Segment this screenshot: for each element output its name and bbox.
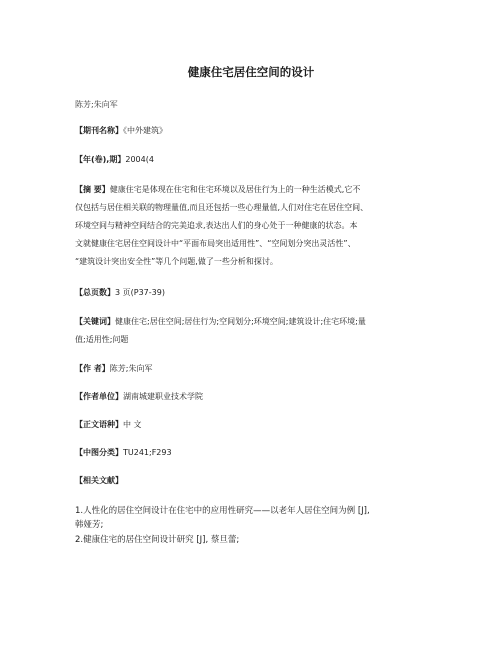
related-field <box>75 474 435 488</box>
pages-value: 3 页(P37-39) <box>115 288 165 297</box>
keywords-label: 【关键词】 <box>75 317 115 326</box>
abstract-line-2: 仅包括与居住相关联的物理量值,而且还包括一些心理量值,人们对住宅在居住空间、 <box>75 203 369 212</box>
affiliation-label: 【作者单位】 <box>75 392 123 401</box>
keywords-line-1 <box>75 316 366 328</box>
authors-field <box>75 362 435 376</box>
related-item-1-line-1: 1.人性化的居住空间设计在住宅中的应用性研究——以老年人居住空间为例 [J], <box>75 506 370 516</box>
abstract-line-4: 文就健康住宅居住空间设计中“平面布局突出适用性”、“空间划分突出灵活性”、 <box>75 239 356 248</box>
classification-value: TU241;F293 <box>123 448 172 457</box>
related-item-1-line-2: 韩娅芳; <box>75 520 104 530</box>
affiliation-value: 湖南城建职业技术学院 <box>123 392 203 401</box>
keywords-line-2: 值;适用性;问题 <box>75 335 129 344</box>
related-item-2: 2.健康住宅的居住空间设计研究 [J], 蔡旦蕾; <box>75 535 240 545</box>
pages-label: 【总页数】 <box>75 288 115 297</box>
classification-label: 【中图分类】 <box>75 448 123 457</box>
abstract-text-1: 健康住宅是体现在住宅和住宅环境以及居住行为上的一种生活模式,它不 <box>109 185 361 194</box>
authors-label: 【作 者】 <box>75 364 110 373</box>
language-field <box>75 418 435 432</box>
language-value: 中 文 <box>123 420 142 429</box>
affiliation-field <box>75 390 435 404</box>
related-label: 【相关文献】 <box>75 476 123 485</box>
abstract-label: 【摘 要】 <box>75 185 110 194</box>
language-label: 【正文语种】 <box>75 420 123 429</box>
abstract-line-5: “建筑设计突出安全性”等几个问题,做了一些分析和探讨。 <box>75 257 278 266</box>
abstract-line-1 <box>75 184 360 196</box>
year-issue-value: 2004(4 <box>125 155 154 164</box>
journal-label: 【期刊名称】 <box>75 126 123 135</box>
authors-value: 陈芳;朱向军 <box>109 364 153 373</box>
keywords-text-1: 健康住宅;居住空间;居住行为;空间划分;环境空间;建筑设计;住宅环境;量 <box>115 317 366 326</box>
journal-field <box>75 124 435 138</box>
pages-field <box>75 286 435 300</box>
document-title: 健康住宅居住空间的设计 <box>187 65 315 79</box>
author-line: 陈芳;朱向军 <box>75 100 118 109</box>
classification-field <box>75 446 435 460</box>
year-issue-field <box>75 153 435 167</box>
abstract-line-3: 环境空间与精神空间结合的完美追求,表达出人们的身心处于一种健康的状态。本 <box>75 221 358 230</box>
journal-value: 《中外建筑》 <box>123 126 167 135</box>
year-issue-label: 【年(卷),期】 <box>75 155 126 164</box>
